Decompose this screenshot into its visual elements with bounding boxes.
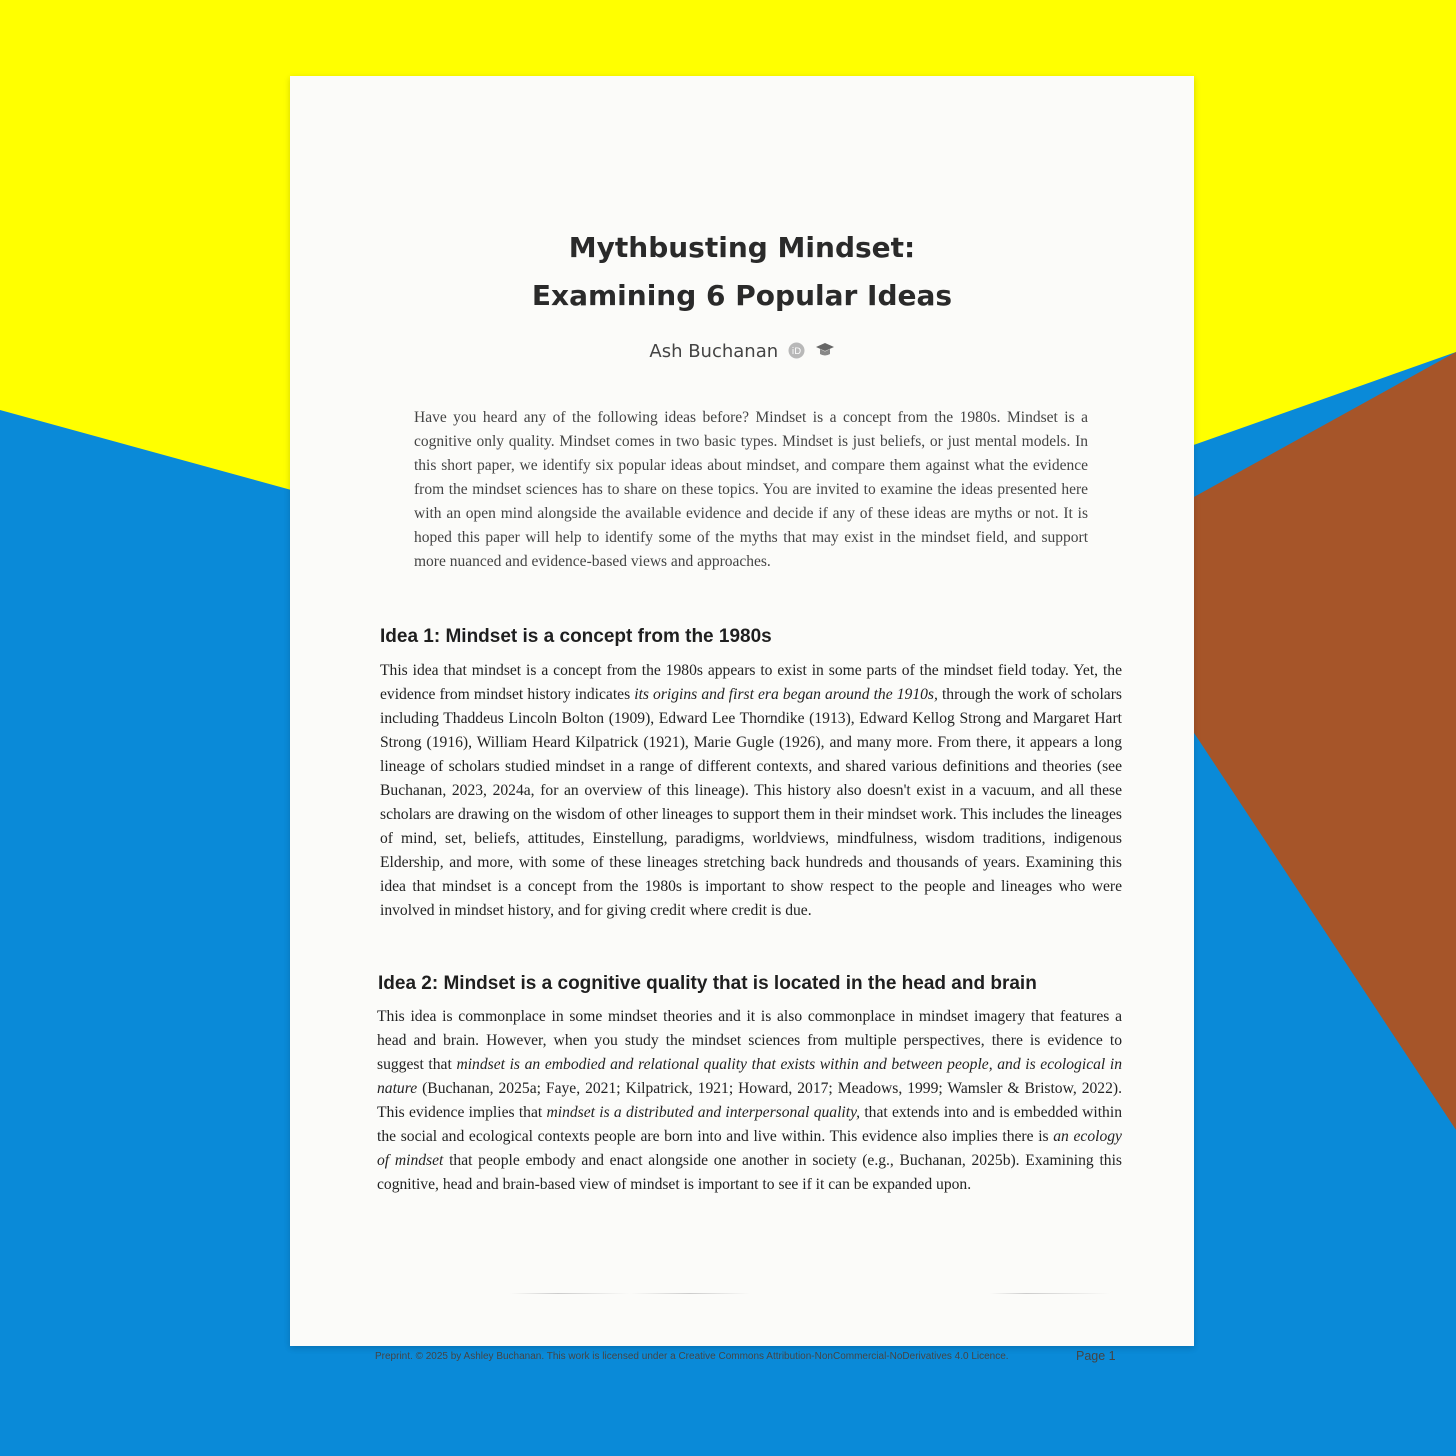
idea-1-paragraph: [380, 659, 1122, 923]
svg-text:iD: iD: [791, 347, 802, 357]
idea-2-emphasis-2: mindset is a distributed and interpersonal quality,: [546, 1104, 861, 1121]
idea-2-text-c: that extends into and is embedded within the social and ecological contexts people are born into and live within. This evidence also implies there is: [377, 1104, 1122, 1145]
faded-divider: [510, 1293, 1110, 1294]
idea-2-text-d: that people embody and enact alongside one another in society (e.g., Buchanan, 2025b). Examining this cognitive, head and brain-based view of mindset is important to see if it can be expanded upon.: [377, 1152, 1122, 1193]
license-footer: Preprint. © 2025 by Ashley Buchanan. This work is licensed under a Creative Commons Attribution-NonCommercial-NoDerivatives 4.0 Licence.: [375, 1351, 1009, 1362]
idea-2-text-a: This idea is commonplace in some mindset theories and it is also commonplace in mindset imagery that features a head and brain. However, when you study the mindset sciences from multiple perspectives, there is evidence to suggest that: [377, 1008, 1122, 1073]
idea-1-text-b: through the work of scholars including Thaddeus Lincoln Bolton (1909), Edward Lee Thorndike (1913), Edward Kellog Strong and Margaret Hart Strong (1916), William Heard Kilpatrick (1921), Marie Gugle (1926), and many more. From there, it appears a long lineage of scholars studied mindset in a range of different contexts, and shared various definitions and theories (see Buchanan, 2023, 2024a, for an overview of this lineage). This history also doesn't exist in a vacuum, and all these scholars are drawing on the wisdom of other lineages to support them in their mindset work. This includes the lineages of mind, set, beliefs, attitudes, Einstellung, paradigms, worldviews, mindfulness, wisdom traditions, indigenous Eldership, and more, with some of these lineages stretching back hundreds and thousands of years. Examining this idea that mindset is a concept from the 1980s is important to show respect to the people and lineages who were involved in mindset history, and for giving credit where credit is due.: [380, 686, 1122, 919]
idea-2-paragraph: [377, 1005, 1122, 1197]
graduation-cap-icon: [815, 340, 835, 368]
idea-2-emphasis-1: mindset is an embodied and relational quality that exists within and between people, and is ecological in nature: [377, 1056, 1123, 1097]
title-line-1: Mythbusting Mindset:: [568, 231, 916, 264]
title-line-2: Examining 6 Popular Ideas: [531, 279, 953, 312]
author-name: Ash Buchanan: [649, 341, 779, 362]
idea-1-emphasis: its origins and first era began around the 1910s,: [634, 686, 938, 703]
idea-1-text-a: This idea that mindset is a concept from the 1980s appears to exist in some parts of the mindset field today. Yet, the evidence from mindset history indicates: [380, 662, 1122, 703]
orcid-icon: [788, 340, 805, 368]
paper-page: [290, 76, 1194, 1363]
idea-2-emphasis-3: an ecology of mindset: [377, 1128, 1122, 1169]
idea-2-text-b: (Buchanan, 2025a; Faye, 2021; Kilpatrick, 1921; Howard, 2017; Meadows, 1999; Wamsler & Bristow, 2022). This evidence implies that: [377, 1080, 1122, 1121]
idea-2-heading: Idea 2: Mindset is a cognitive quality that is located in the head and brain: [378, 973, 1037, 994]
author-line: [290, 338, 1194, 368]
page-number: Page 1: [1076, 1349, 1116, 1363]
abstract: Have you heard any of the following ideas before? Mindset is a concept from the 1980s. Mindset is a cognitive only quality. Mindset comes in two basic types. Mindset is just beliefs, or just mental models. In this short paper, we identify six popular ideas about mindset, and compare them against what the evidence from the mindset sciences has to share on these topics. You are invited to examine the ideas presented here with an open mind alongside the available evidence and decide if any of these ideas are myths or not. It is hoped this paper will help to identify some of the myths that may exist in the mindset field, and support more nuanced and evidence-based views and approaches.: [414, 409, 1088, 570]
paper-title: [290, 224, 1194, 320]
idea-1-heading: Idea 1: Mindset is a concept from the 1980s: [380, 626, 772, 647]
